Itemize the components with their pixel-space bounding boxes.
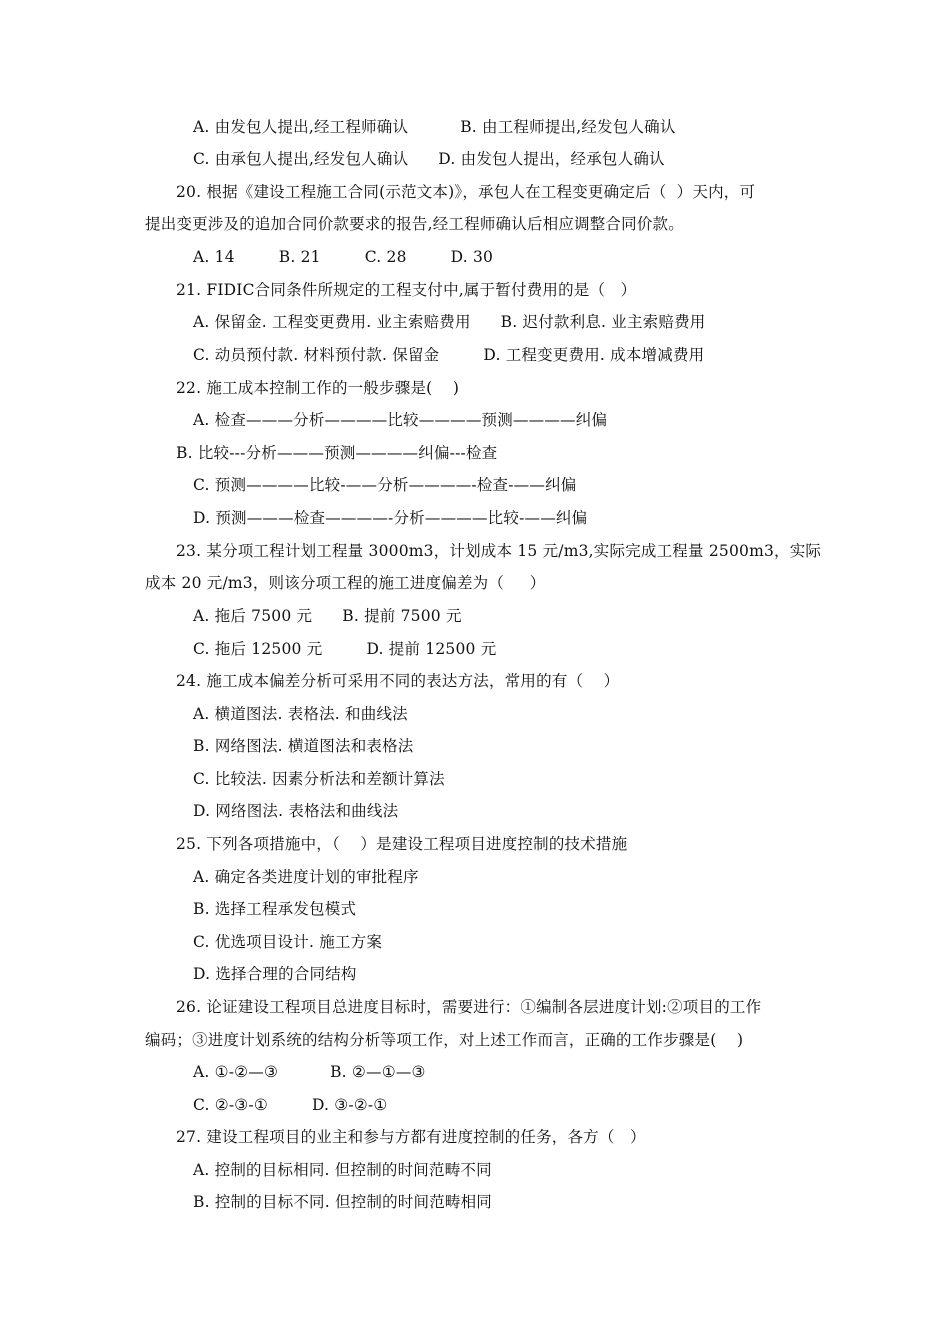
- q24-stem: 24. 施工成本偏差分析可采用不同的表达方法，常用的有（ ）: [176, 672, 620, 690]
- q24-option-a: A. 横道图法. 表格法. 和曲线法: [193, 705, 408, 723]
- q19-options-row-2: [193, 148, 665, 170]
- q21-option-c: C. 动员预付款. 材料预付款. 保留金: [193, 346, 440, 364]
- q23-option-b: B. 提前 7500 元: [342, 607, 462, 625]
- q20-stem-line-1: 20. 根据《建设工程施工合同(示范文本)》，承包人在工程变更确定后（ ）天内，可: [176, 183, 756, 201]
- q21-option-a: A. 保留金. 工程变更费用. 业主索赔费用: [193, 313, 471, 331]
- q19-option-b: B. 由工程师提出,经发包人确认: [460, 118, 676, 136]
- q25-option-d: D. 选择合理的合同结构: [193, 965, 357, 983]
- q26-option-a: A. ①-②—③: [193, 1063, 279, 1081]
- q21-options-row-1: [193, 311, 705, 333]
- q25-stem: 25. 下列各项措施中，（ ）是建设工程项目进度控制的技术措施: [176, 835, 628, 853]
- q27-option-a: A. 控制的目标相同. 但控制的时间范畴不同: [193, 1161, 492, 1179]
- q25-option-a: A. 确定各类进度计划的审批程序: [193, 868, 419, 886]
- q26-options-row-1: [193, 1061, 426, 1083]
- q23-option-d: D. 提前 12500 元: [366, 640, 497, 658]
- q23-options-row-2: [193, 638, 496, 660]
- q19-option-c: C. 由承包人提出,经发包人确认: [193, 150, 409, 168]
- q20-option-b: B. 21: [278, 248, 321, 266]
- q22-stem: 22. 施工成本控制工作的一般步骤是( ): [176, 379, 460, 397]
- q20-option-d: D. 30: [450, 248, 494, 266]
- q23-options-row-1: [193, 605, 462, 627]
- q26-option-d: D. ③-②-①: [311, 1096, 388, 1114]
- q23-option-c: C. 拖后 12500 元: [193, 640, 323, 658]
- q25-option-c: C. 优选项目设计. 施工方案: [193, 933, 383, 951]
- q20-stem-line-2: 提出变更涉及的追加合同价款要求的报告,经工程师确认后相应调整合同价款。: [145, 215, 684, 233]
- q24-option-c: C. 比较法. 因素分析法和差额计算法: [193, 770, 445, 788]
- q20-option-a: A. 14: [193, 248, 235, 266]
- q19-option-a: A. 由发包人提出,经工程师确认: [193, 118, 409, 136]
- q25-option-b: B. 选择工程承发包模式: [193, 900, 357, 918]
- q26-options-row-2: [193, 1094, 387, 1116]
- q26-option-c: C. ②-③-①: [193, 1096, 268, 1114]
- q23-stem-line-1: 23. 某分项工程计划工程量 3000m3，计划成本 15 元/m3,实际完成工程量 2500m3，实际: [176, 542, 822, 560]
- q22-option-c: C. 预测————比较-——分析————-检查-——纠偏: [193, 476, 577, 494]
- q21-options-row-2: [193, 344, 704, 366]
- q21-option-b: B. 迟付款利息. 业主索赔费用: [500, 313, 706, 331]
- q21-stem: 21. FIDIC合同条件所规定的工程支付中,属于暂付费用的是（ ）: [176, 281, 637, 299]
- q19-option-d: D. 由发包人提出，经承包人确认: [438, 150, 665, 168]
- q22-option-d: D. 预测———检查————-分析————比较-——纠偏: [193, 509, 588, 527]
- q22-option-a: A. 检查———分析————比较————预测————纠偏: [193, 411, 608, 429]
- q21-option-d: D. 工程变更费用. 成本增减费用: [483, 346, 705, 364]
- q26-stem-line-2: 编码；③进度计划系统的结构分析等项工作，对上述工作而言，正确的工作步骤是( ): [145, 1031, 744, 1049]
- q20-options-row: [193, 246, 493, 268]
- q26-option-b: B. ②—①—③: [330, 1063, 426, 1081]
- q20-option-c: C. 28: [364, 248, 407, 266]
- q27-stem: 27. 建设工程项目的业主和参与方都有进度控制的任务，各方（ ）: [176, 1128, 646, 1146]
- q24-option-b: B. 网络图法. 横道图法和表格法: [193, 737, 414, 755]
- q24-option-d: D. 网络图法. 表格法和曲线法: [193, 802, 399, 820]
- q27-option-b: B. 控制的目标不同. 但控制的时间范畴相同: [193, 1193, 492, 1211]
- q22-option-b: B. 比较---分析———预测————纠偏---检查: [176, 444, 498, 462]
- q19-options-row-1: [193, 116, 676, 138]
- q23-stem-line-2: 成本 20 元/m3，则该分项工程的施工进度偏差为（ ）: [145, 574, 546, 592]
- q26-stem-line-1: 26. 论证建设工程项目总进度目标时，需要进行：①编制各层进度计划:②项目的工作: [176, 998, 762, 1016]
- q23-option-a: A. 拖后 7500 元: [193, 607, 313, 625]
